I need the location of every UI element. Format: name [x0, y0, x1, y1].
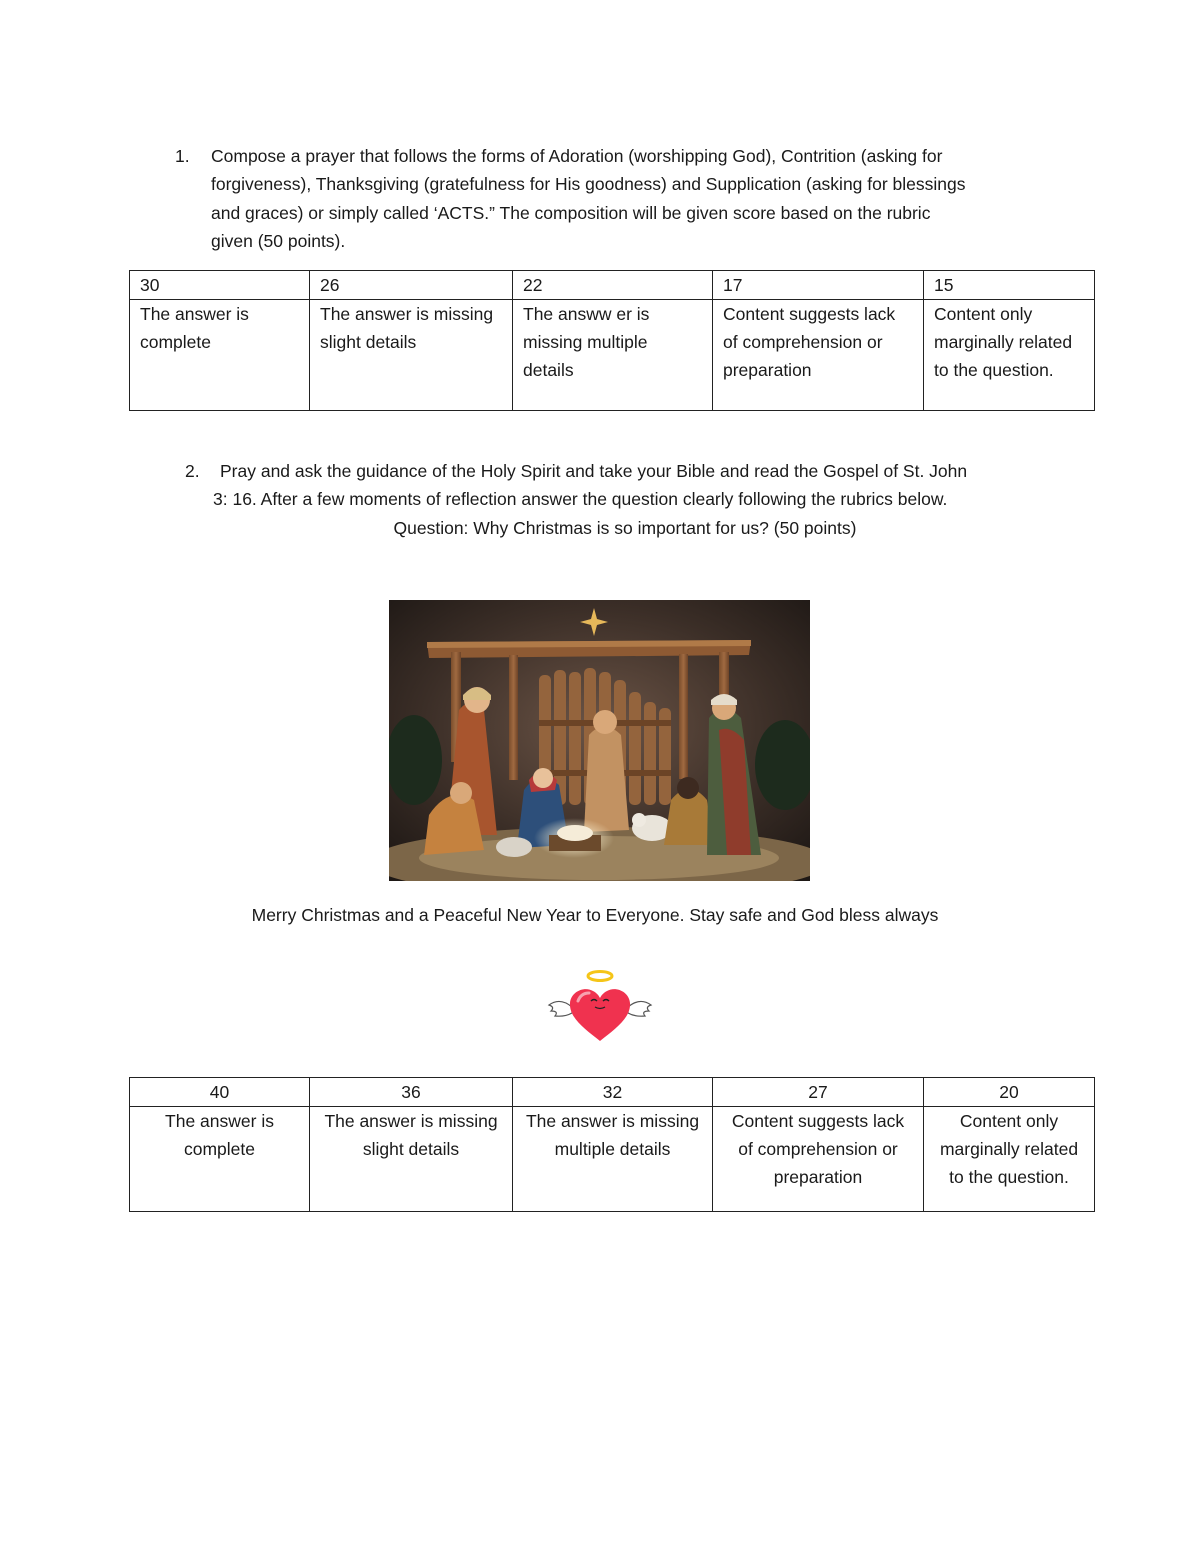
rubric-description-cell: The answer is complete	[130, 300, 310, 411]
rubric-score-cell: 30	[130, 271, 310, 300]
question-1	[175, 142, 1075, 255]
rubric-description-row	[130, 1107, 1095, 1212]
question-1-text	[211, 142, 1075, 255]
rubric-description-cell: The answer is missing slight details	[310, 300, 513, 411]
rubric-score-cell: 15	[924, 271, 1095, 300]
greeting-text: Merry Christmas and a Peaceful New Year to Everyone. Stay safe and God bless always	[251, 905, 939, 925]
rubric-score-cell: 17	[713, 271, 924, 300]
rubric-description-row	[130, 300, 1095, 411]
rubric-score-cell: 32	[513, 1078, 713, 1107]
question-2-number: 2.	[185, 461, 200, 481]
rubric-score-row	[130, 1078, 1095, 1107]
rubric-score-cell: 26	[310, 271, 513, 300]
rubric-score-cell: 20	[924, 1078, 1095, 1107]
rubric-score-cell: 40	[130, 1078, 310, 1107]
question-1-line: forgiveness), Thanksgiving (gratefulness for His goodness) and Supplication (asking for blessings	[211, 174, 966, 195]
question-1-line: given (50 points).	[211, 230, 346, 251]
question-2-line: 3: 16. After a few moments of reflection answer the question clearly following the rubrics below.	[213, 489, 948, 510]
rubric-score-cell: 27	[713, 1078, 924, 1107]
rubric-description-cell: Content only marginally related to the question.	[924, 1107, 1095, 1212]
question-1-number: 1.	[175, 146, 190, 166]
rubric-description-cell: Content suggests lack of comprehension or preparation	[713, 1107, 924, 1212]
angel-heart-icon	[545, 963, 655, 1045]
rubric-description-cell: Content only marginally related to the question.	[924, 300, 1095, 411]
rubric-score-row	[130, 271, 1095, 300]
rubric-description-cell: The answer is missing slight details	[310, 1107, 513, 1212]
rubric-description-cell: The answw er is missing multiple details	[513, 300, 713, 411]
question-1-line: Compose a prayer that follows the forms of Adoration (worshipping God), Contrition (asking for	[211, 146, 943, 166]
rubric-description-cell: The answer is complete	[130, 1107, 310, 1212]
nativity-scene-image	[389, 600, 810, 881]
question-2-line: Pray and ask the guidance of the Holy Spirit and take your Bible and read the Gospel of St. John	[220, 461, 968, 481]
question-2	[175, 457, 1075, 542]
rubric-score-cell: 22	[513, 271, 713, 300]
rubric-table-1	[129, 270, 1095, 411]
rubric-table-2	[129, 1077, 1095, 1212]
question-2-line: Question: Why Christmas is so important for us? (50 points)	[393, 517, 857, 538]
rubric-description-cell: The answer is missing multiple details	[513, 1107, 713, 1212]
rubric-score-cell: 36	[310, 1078, 513, 1107]
rubric-description-cell: Content suggests lack of comprehension or preparation	[713, 300, 924, 411]
question-1-line: and graces) or simply called ‘ACTS.” The composition will be given score based on the rubric	[211, 202, 931, 223]
